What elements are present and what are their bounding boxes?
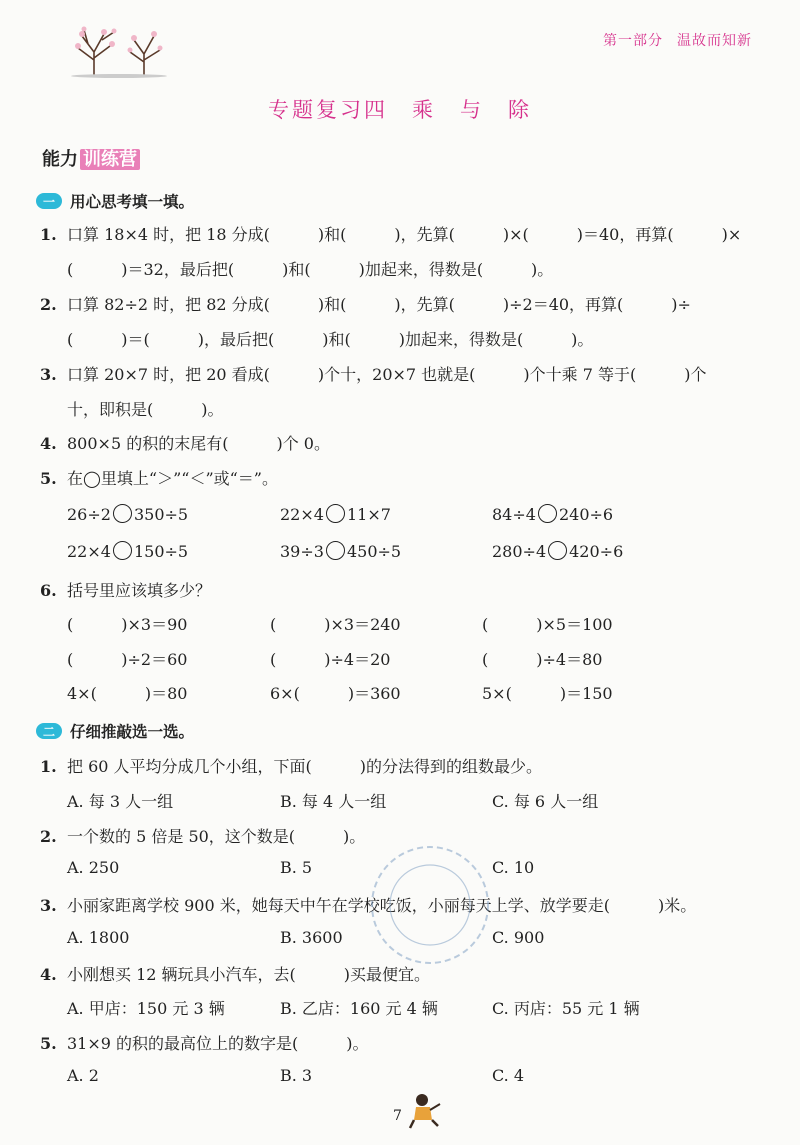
section-2-heading [36, 720, 194, 742]
section-number-icon: 二 [36, 723, 62, 739]
question-number: 1. [40, 225, 57, 244]
badge-text: 能力 [42, 149, 78, 170]
question-1-line-1 [40, 222, 741, 245]
question-number: 2. [40, 827, 57, 846]
question-number: 4. [40, 965, 57, 984]
question-number: 5. [40, 469, 57, 488]
option-b[interactable]: B. 3600 [280, 928, 343, 947]
badge-highlight: 训练营 [80, 149, 140, 170]
fill-item: ( )÷4＝20 [270, 650, 391, 669]
question-4 [40, 431, 330, 454]
page-title: 专题复习四 乘 与 除 [268, 98, 532, 122]
fill-item: 6×( )＝360 [270, 684, 401, 703]
question-text: 口算 18×4 时，把 18 分成( )和( )，先算( )×( )＝40，再算( )× [67, 225, 742, 244]
question-text: 口算 82÷2 时，把 82 分成( )和( )，先算( )÷2＝40，再算( )÷ [67, 295, 691, 314]
question-number: 1. [40, 757, 57, 776]
fill-item: ( )×5＝100 [482, 615, 613, 634]
question-text: 括号里应该填多少？ [67, 581, 212, 600]
section-1-heading [36, 190, 194, 212]
option-a[interactable]: A. 250 [67, 858, 120, 877]
compare-item: 280÷4 420÷6 [492, 542, 624, 561]
question-number: 3. [40, 896, 57, 915]
question-3-line-1 [40, 362, 707, 385]
compare-item: 84÷4 240÷6 [492, 505, 614, 524]
header-subtitle: 温故而知新 [677, 33, 752, 49]
question-number: 5. [40, 1034, 57, 1053]
fill-item: ( )÷2＝60 [67, 650, 188, 669]
question-text: 一个数的 5 倍是 50，这个数是( )。 [67, 827, 366, 846]
answer-circle[interactable] [548, 541, 567, 560]
question-3-line-2: 十，即积是( )。 [67, 400, 224, 419]
page-header [603, 30, 752, 50]
fill-item: ( )÷4＝80 [482, 650, 603, 669]
option-a[interactable]: A. 每 3 人一组 [67, 792, 174, 811]
question-2-line-2: ( )＝( )，最后把( )和( )加起来，得数是( )。 [67, 330, 594, 349]
option-c[interactable]: C. 900 [492, 928, 545, 947]
option-a[interactable]: A. 甲店：150 元 3 辆 [67, 999, 225, 1018]
fill-item: ( )×3＝240 [270, 615, 401, 634]
question-6 [40, 578, 211, 601]
fill-item: ( )×3＝90 [67, 615, 188, 634]
answer-circle[interactable] [538, 504, 557, 523]
question-text: 31×9 的积的最高位上的数字是( )。 [67, 1034, 369, 1053]
question-number: 2. [40, 295, 57, 314]
option-b[interactable]: B. 5 [280, 858, 313, 877]
question-2-line-1 [40, 292, 691, 315]
compare-item: 22×4 150÷5 [67, 542, 189, 561]
question-text: 小丽家距离学校 900 米，她每天中午在学校吃饭，小丽每天上学、放学要走( )米。 [67, 896, 697, 915]
question-text: 小刚想买 12 辆玩具小汽车，去( )买最便宜。 [67, 965, 431, 984]
section-2-title: 仔细推敲选一选。 [70, 723, 195, 741]
question-text: 把 60 人平均分成几个小组，下面( )的分法得到的组数最少。 [67, 757, 543, 776]
question-5 [40, 466, 278, 489]
option-b[interactable]: B. 每 4 人一组 [280, 792, 387, 811]
choice-question-1 [40, 754, 542, 777]
answer-circle[interactable] [326, 541, 345, 560]
question-text: 在◯里填上“＞”“＜”或“＝”。 [67, 469, 278, 488]
question-text: 800×5 的积的末尾有( )个 0。 [67, 434, 330, 453]
option-c[interactable]: C. 每 6 人一组 [492, 792, 599, 811]
compare-item: 26÷2 350÷5 [67, 505, 189, 524]
header-part: 第一部分 [603, 33, 663, 49]
seal-stamp-icon [365, 840, 495, 970]
question-number: 3. [40, 365, 57, 384]
compare-item: 39÷3 450÷5 [280, 542, 402, 561]
compare-item: 22×4 11×7 [280, 505, 391, 524]
choice-question-2 [40, 824, 365, 847]
option-c[interactable]: C. 丙店：55 元 1 辆 [492, 999, 640, 1018]
question-number: 6. [40, 581, 57, 600]
option-c[interactable]: C. 4 [492, 1066, 525, 1085]
answer-circle[interactable] [113, 541, 132, 560]
question-text: 口算 20×7 时，把 20 看成( )个十，20×7 也就是( )个十乘 7 等于( )个 [67, 365, 707, 384]
question-1-line-2: ( )＝32，最后把( )和( )加起来，得数是( )。 [67, 260, 554, 279]
answer-circle[interactable] [113, 504, 132, 523]
question-number: 4. [40, 434, 57, 453]
ability-badge [42, 145, 140, 171]
option-a[interactable]: A. 1800 [67, 928, 130, 947]
option-c[interactable]: C. 10 [492, 858, 535, 877]
choice-question-5 [40, 1031, 369, 1054]
option-b[interactable]: B. 乙店：160 元 4 辆 [280, 999, 438, 1018]
option-b[interactable]: B. 3 [280, 1066, 313, 1085]
section-1-title: 用心思考填一填。 [70, 193, 195, 211]
option-a[interactable]: A. 2 [67, 1066, 99, 1085]
child-illustration-icon [404, 1090, 444, 1130]
page-number: 7 [393, 1108, 402, 1124]
answer-circle[interactable] [326, 504, 345, 523]
fill-item: 5×( )＝150 [482, 684, 613, 703]
fill-item: 4×( )＝80 [67, 684, 188, 703]
section-number-icon: 一 [36, 193, 62, 209]
tree-illustration [64, 22, 174, 78]
